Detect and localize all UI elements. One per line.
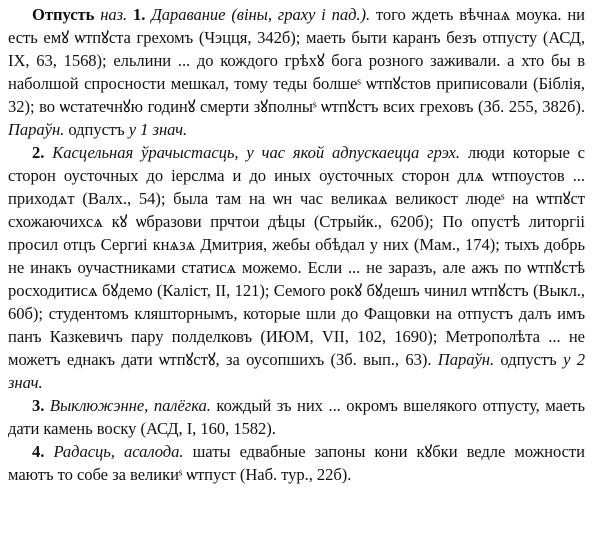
sense-1-paragraph [8, 3, 585, 141]
sense-definition: Даравание (віны, граху і пад.). [151, 5, 371, 24]
sense-4-paragraph [8, 440, 585, 486]
sense-definition: Выклюжэнне, палёгка. [49, 396, 211, 415]
sense-citations: люди которые с сторон оусточных до іерслма и до иных оусточных сторон длѧ ѡтпоустов ... приходѧт (Валх., 54); была там на ѡн час великаѧ великост людеˢ на ѡтпꙋст схожаючихсѧ кꙋ ѡбразови прчтои дѣцы (Стрыйк., 620б); По опустѣ литоргіі просил отцъ Сергиі кнѧзѧ Дмитрия, жебы обѣдал у них (Мам., 174); тыхъ добрь не инакъ оучастниками статисѧ можемо. Если ... не заразъ, але ажъ по ѡтпꙋстѣ росходитисѧ бꙋдемо (Каліст, II, 121); Семого рокꙋ бꙋдешъ чинил ѡтпꙋстъ (Выкл., 60б); студентомъ кляшторнымъ, которые шли до Фащовки на отпустъ далъ имъ панъ Казкевичъ пару полделковъ (ИЮМ, VII, 102, 1690); Метрополѣта ... не можетъ еднакъ дати ѡтпꙋстꙋ, за оусопшихъ (Зб. вып., 63). [8, 143, 585, 369]
cross-ref-label: Параўн. [437, 350, 495, 369]
sense-citations: кождый зъ них ... окромъ вшелякого отпусту, маеть дати камень воску (АСД, I, 160, 1582). [8, 396, 585, 438]
sense-2-paragraph [8, 141, 585, 394]
sense-number: 1. [133, 5, 146, 24]
sense-definition: Касцельная ўрачыстасць, у час якой адпускаецца грэх. [52, 143, 460, 162]
sense-number: 2. [32, 143, 45, 162]
sense-number: 4. [32, 442, 45, 461]
sense-number: 3. [32, 396, 45, 415]
part-of-speech: наз. [100, 5, 128, 24]
sense-citations: того ждеть вѣчнаѧ моука. ни есть емꙋ ѡтпꙋста грехомъ (Чэцця, 342б); маеть быти каранъ безъ отпусту (АСД, IX, 63, 1568); ельлини ... до кождого грѣхꙋ бога розного заживали. а хто бы в наболшой спросности мешкал, тому теды болшеˢ ѡтпꙋстов приписовали (Біблія, 32); во ѡстатечнꙋю годинꙋ смерти зꙋполныˢ ѡтпꙋстъ всих греховъ (Зб. 255, 382б). [8, 5, 585, 116]
sense-definition: Радасць, асалода. [53, 442, 184, 461]
sense-3-paragraph [8, 394, 585, 440]
cross-ref-sense: у 1 знач. [128, 120, 188, 139]
headword: Отпусть [32, 5, 95, 24]
cross-ref-word: одпустъ [494, 350, 564, 369]
cross-ref-sense: у 2 знач. [8, 350, 585, 392]
cross-ref-label: Параўн. [8, 120, 65, 139]
cross-ref-word: одпустъ [64, 120, 129, 139]
sense-citations: шаты едвабные запоны кони кꙋбки ведле можности маютъ то собе за великиˢ ѡтпуст (Наб. тур., 22б). [8, 442, 585, 484]
